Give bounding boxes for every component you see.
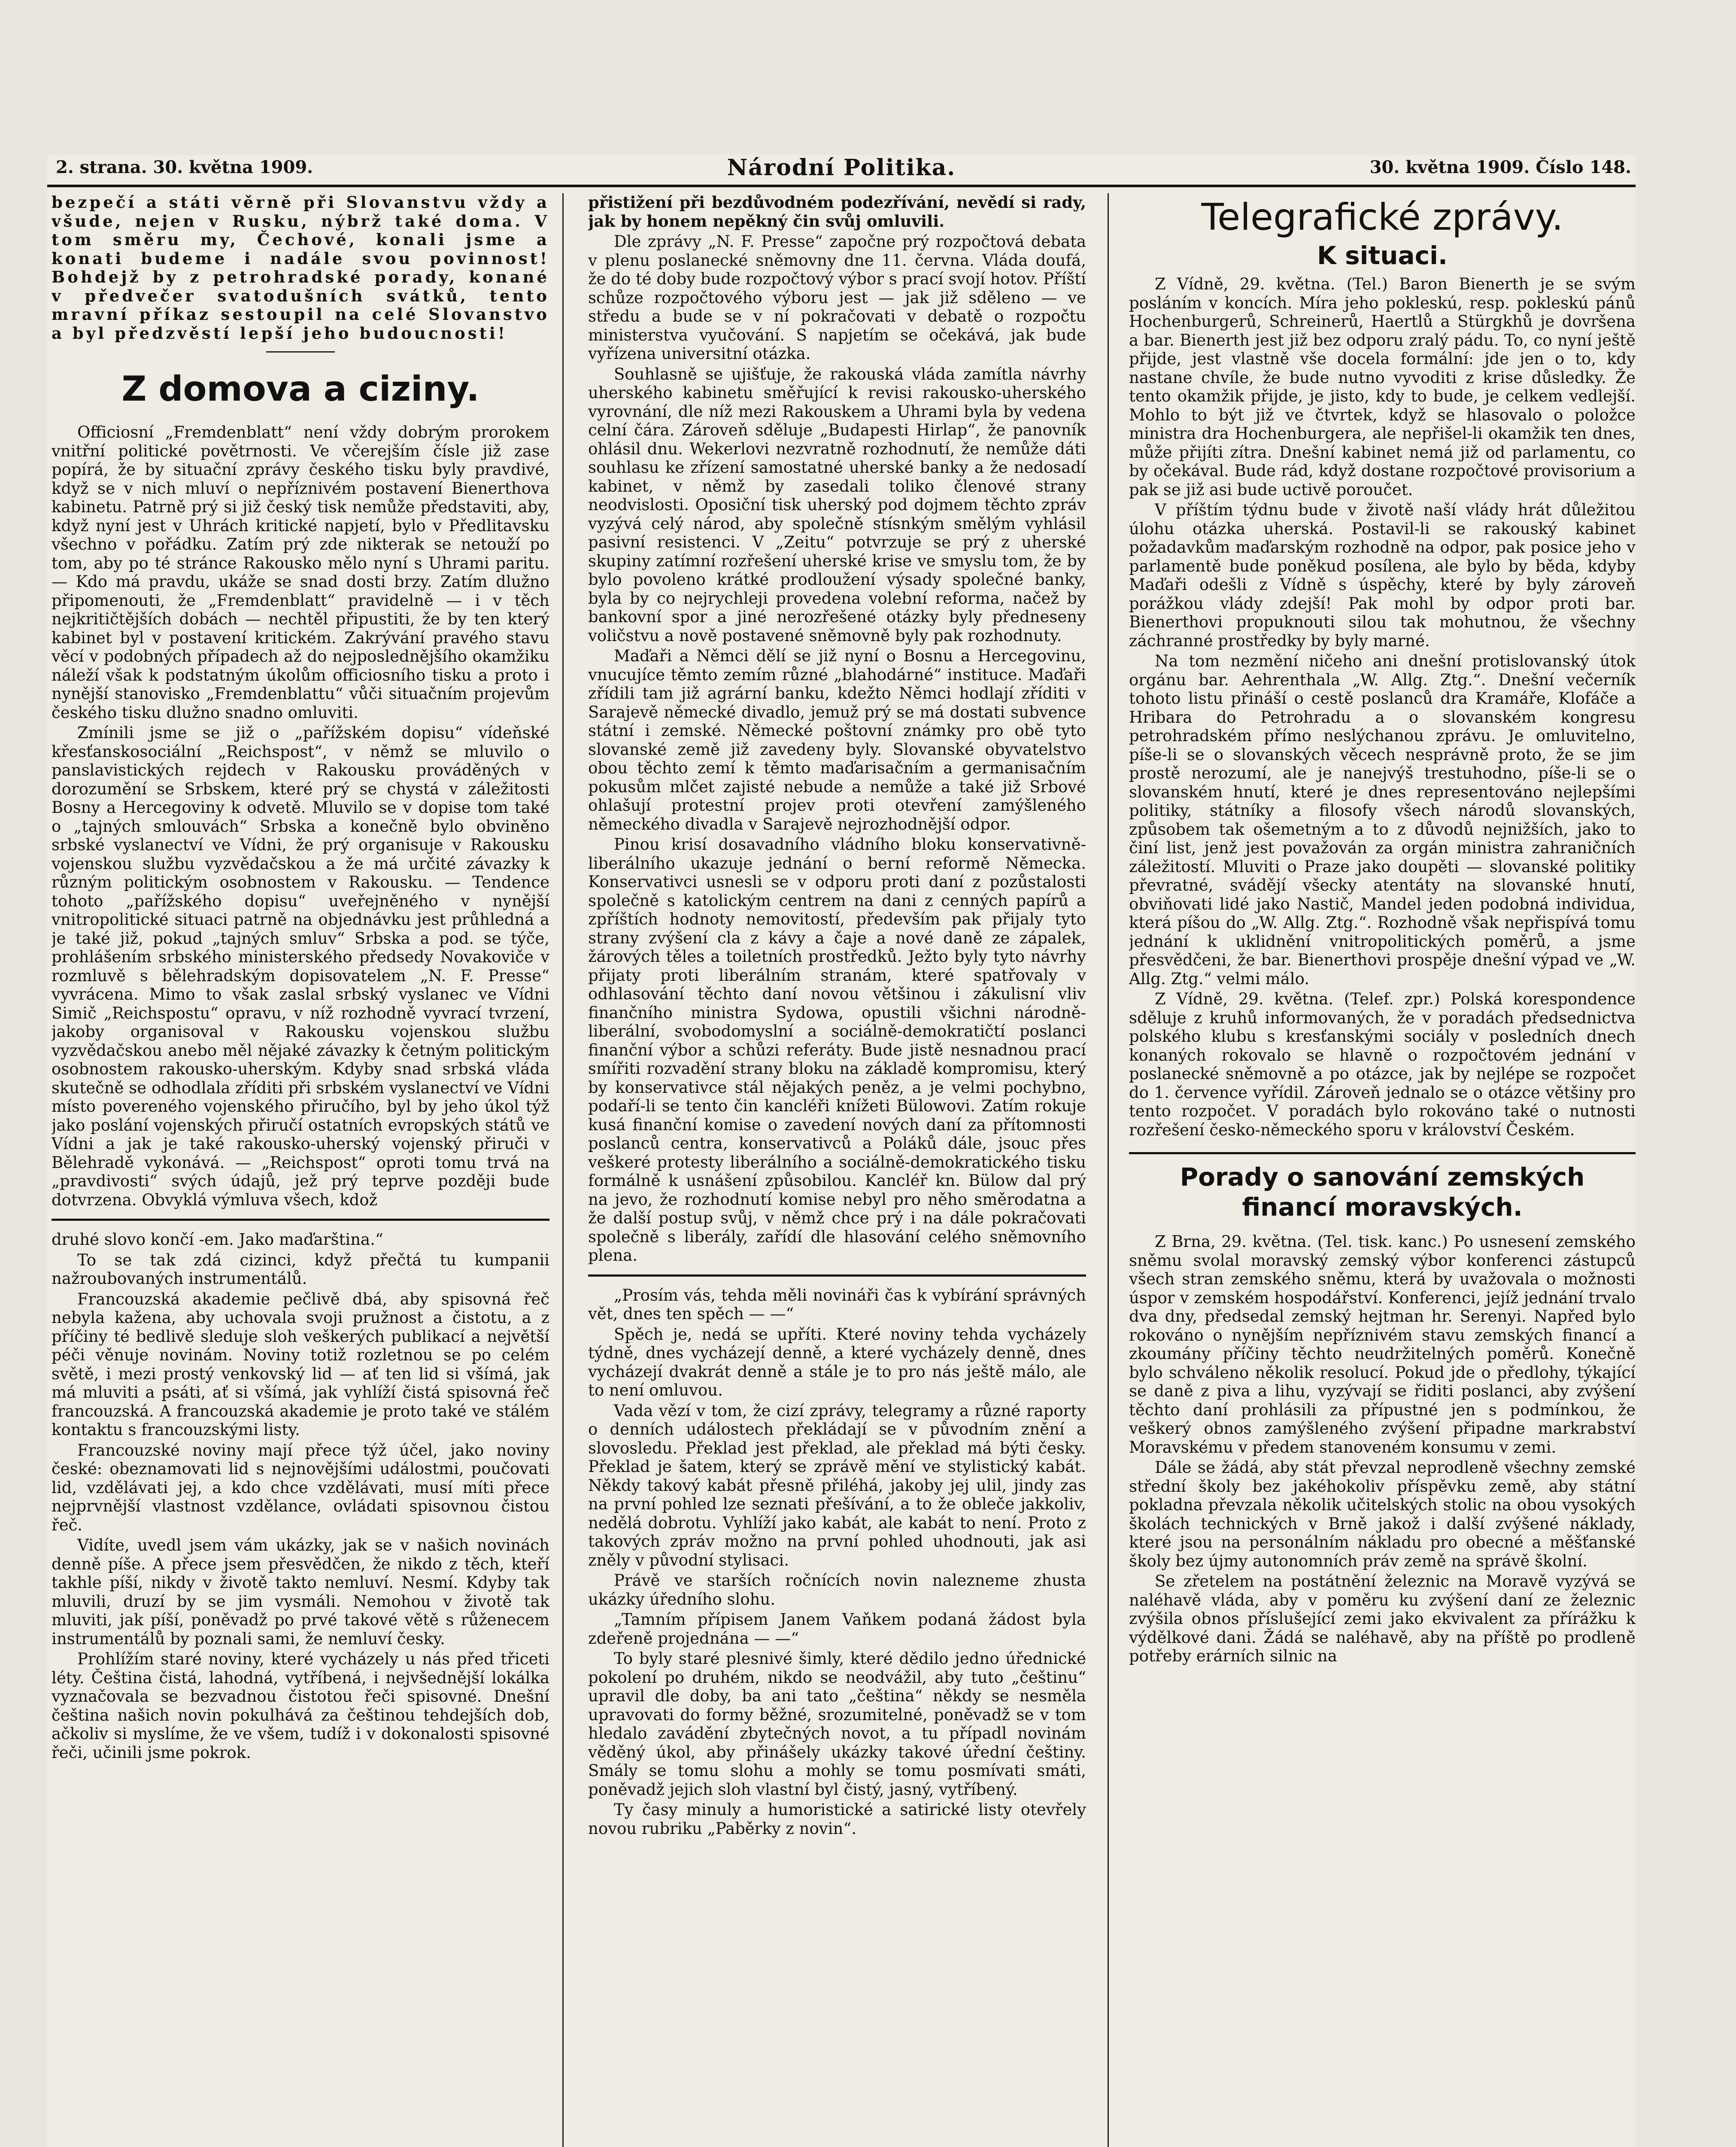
paragraph: Francouzské noviny mají přece týž účel, jako noviny české: obeznamovati lid s nejnovějšími událostmi, poučovati lid, vzdělávati jej, a kdo chce vzdělávati, musí míti přece nejprvnější vlastnost vzdělance, ovládati spisovnou čistou řeč. <box>52 1441 549 1534</box>
paragraph: Vada vězí v tom, že cizí zprávy, telegramy a různé raporty o denních událostech překládají se v původním znění a slovosledu. Překlad jest překlad, ale překlad má býti česky. Překlad je šatem, který se zprávě mění ve stylistický kabát. Někdy takový kabát přesně přiléhá, jakoby jej ulil, jindy zas na první pohled lze seznati přešívání, a to že obleče jakkoliv, nedělá dobrotu. Vyhlíží jako kabát, ale kabát to není. Proto z takových zpráv možno na první pohled uhodnouti, jak asi zněly v původní stylisaci. <box>588 1401 1086 1569</box>
separator <box>52 1219 549 1221</box>
masthead-title: Národní Politika. <box>727 155 956 181</box>
paragraph: Se zřetelem na postátnění železnic na Moravě vyzývá se naléhavě vláda, aby v poměru ku zvýšení daní ze železnic zvýšila obnos příslušející zemi jako ekvivalent za přírážku k výdělkové dani. Žádá se naléhavě, aby na příště po prodleně potřeby erárních silnic na <box>1129 1572 1636 1665</box>
paragraph: Z Brna, 29. května. (Tel. tisk. kanc.) Po usnesení zemského sněmu svolal moravský zemský výbor konferenci zástupců všech stran zemského sněmu, která by uvažovala o možnosti úspor v zemském hospodářství. Konferenci, jejíž jednání trvalo dva dny, předsedal zemský hejtman hr. Serenyi. Napřed bylo rokováno o nynějším nepříznivém stavu zemských financí a zkoumány příčiny těchto neudržitelných poměrů. Konečně bylo schváleno několik resolucí. Pokud jde o předlohy, týkající se daně z piva a lihu, vyzývají se řiditi poslanci, aby zvýšení těchto daní prohlásili za přípustné jen s podmínkou, že veškerý obnos zamýšleného zvýšení připadne markrabství Moravskému v předem stanoveném konsumu v zemi. <box>1129 1232 1636 1457</box>
paragraph: „Tamním přípisem Janem Vaňkem podaná žádost byla zdeřeně projednána — —“ <box>588 1610 1086 1648</box>
paragraph: Vidíte, uvedl jsem vám ukázky, jak se v našich novinách denně píše. A přece jsem přesvědčen, že nikdo z těch, kteří takhle píší, nikdy v životě takto nemluví. Nesmí. Kdyby tak mluvili, druzí by se jim vysmáli. Nemohou v životě tak mluviti, jak píší, poněvadž po prvé takové větě s růženecem instrumentálů by poznali sami, že nemluví česky. <box>52 1536 549 1648</box>
paragraph: Officiosní „Fremdenblatt“ není vždy dobrým prorokem vnitřní politické povětrnosti. Ve včerejším čísle již zase popírá, že by situační zprávy českého tisku byly pravdivé, když se v nich mluví o nepříznivém postavení Bienerthova kabinetu. Patrně prý si již český tisk nemůže představiti, aby, když nyní jest v Uhrách kritické napjetí, bylo v Předlitavsku všechno v pořádku. Zatím prý zde nikterak se netouží po tom, aby po té stránce Rakousko mělo nyní s Uhrami paritu. — Kdo má pravdu, ukáže se snad dosti brzy. Zatím dlužno připomenouti, že „Fremdenblatt“ pravidelně — i v těch nejkritičtějších dobách — nechtěl připustiti, že by ten který kabinet byl v postavení kritickém. Zakrývání pravého stavu věcí v podobných případech až do nejposlednějšího okamžiku náleží však k podstatným úkolům officiosního tisku a proto i nynější stanovisko „Fremdenblattu“ vůči situačním projevům českého tisku dlužno snadno omluviti. <box>52 423 549 722</box>
paragraph: Zmínili jsme se již o „pařížském dopisu“ vídeňské křesťanskosociální „Reichspost“, v němž se mluvilo o panslavistických rejdech v Rakousku prováděných v dorozumění se Srbskem, které prý se chystá v záležitosti Bosny a Hercegoviny k odvetě. Mluvilo se v dopise tom také o „tajných smlouvách“ Srbska a konečně bylo obviněno srbské vyslanectví ve Vídni, že prý organisuje v Rakousku vojenskou službu vyzvědačskou a že má určité závazky k různým politickým osobnostem v Rakousku. — Tendence tohoto „pařížského dopisu“ uveřejněného v nynější vnitropolitické situaci patrně na objednávku jest průhledná a je také již, pokud „tajných smluv“ Srbska a pod. se týče, prohlášením srbského ministerského předsedy Novakoviče v rozmluvě s bělehradským dopisovatelem „N. F. Presse“ vyvrácena. Mimo to však zaslal srbský vyslanec ve Vídni Simič „Reichspostu“ opravu, v níž rozhodně vyvrací tvrzení, jakoby organisoval v Rakousku vojenskou službu vyzvědačskou anebo měl nějaké závazky k četným politickým osobnostem rakousko-uherským. Kdyby snad srbská vláda skutečně se odhodlala zříditi při srbském vyslanectví ve Vídni místo povereného vojenského přiručího, byl by jeho úkol týž jako poslání vojenských přiručí ostatních evropských států ve Vídni a jak je také rakousko-uherský vojenský přiruči v Bělehradě vykonává. — „Reichspost“ oproti tomu trvá na „pravdivosti“ svých údajů, jež prý teprve později bude dotvrzena. Obvyklá výmluva všech, kdož <box>52 724 549 1209</box>
article-title: Porady o sanování zemských financí moravských. <box>1129 1152 1636 1222</box>
page-number-date: 2. strana. 30. května 1909. <box>56 157 313 177</box>
column-divider <box>1108 193 1109 2147</box>
telegrams-subtitle: K situaci. <box>1317 241 1448 270</box>
paragraph: To se tak zdá cizinci, když přečtá tu kumpanii nažroubovaných instrumentálů. <box>52 1250 549 1288</box>
column-1 <box>52 193 549 2147</box>
paragraph: Prohlížím staré noviny, které vycházely u nás před třiceti léty. Čeština čistá, lahodná, vytříbená, i nejvšednější lokálka vyznačovala se bezvadnou čistotou řeči spisovné. Dnešní čeština našich novin pokulhává za češtinou tehdejších dob, ačkoliv si myslíme, že ve všem, tudíž i v dokonalosti spisovné řeči, učinili jsme pokrok. <box>52 1650 549 1762</box>
paragraph: Z Vídně, 29. května. (Tel.) Baron Bienerth je se svým posláním v koncích. Míra jeho pokleskú, resp. pokleskú pánů Hochenburgerů, Schreinerů, Haertlů a Stürgkhů je dovršena a bar. Bienerth jest již bez odporu zralý pádu. To, co nyní ještě přijde, jest vlastně vše docela formální: jde jen o to, kdy nastane chvíle, že bude nutno vyvoditi z krise důsledky. Že tento okamžik přijde, je jisto, kdy to bude, je celkem vedlejší. Mohlo to být již ve čtvrtek, když se hlasovalo o položce ministra dra Hochenburgera, ale nepřišel-li okamžik ten dnes, může přijíti zítra. Dnešní kabinet nemá již od parlamentu, co by očekával. Bude rád, když dostane rozpočtové provisorium a pak se již asi bude uctivě poroučet. <box>1129 275 1636 499</box>
paragraph: přistižení při bezdůvodném podezřívání, nevědí si rady, jak by honem nepěkný čin svůj omluvili. <box>588 193 1086 231</box>
column-3 <box>1129 193 1636 2147</box>
paragraph: „Prosím vás, tehda měli novináři čas k vybírání správných vět, dnes ten spěch — —“ <box>588 1286 1086 1323</box>
paragraph: Francouzská akademie pečlivě dbá, aby spisovná řeč nebyla kažena, aby uchovala svoji pružnost a čistotu, a z příčiny té bedlivě sleduje sloh veškerých publikací a největší péči věnuje novinám. Noviny totiž rozletnou se po celém světě, i mezi prostý venkovský lid — ať ten lid si všímá, jak má mluviti a psáti, ať si všímá, jak vyhlíží čistá spisovná řeč francouzská. A francouzská akademie je proto také ve stálém kontaktu s francouzskými listy. <box>52 1289 549 1439</box>
paragraph: Právě ve starších ročnících novin nalezneme zhusta ukázky úředního slohu. <box>588 1571 1086 1609</box>
paragraph: Ty časy minuly a humoristické a satirické listy otevřely novou rubriku „Paběrky z novin“. <box>588 1800 1086 1838</box>
paragraph: Dále se žádá, aby stát převzal neprodleně všechny zemské střední školy bez jakéhokoliv příspěvku země, aby státní pokladna převzala několik učitelských stolic na obou vysokých školách technických v Brně jakož i další zvýšené náklady, které jsou na personálním nákladu pro obecné a měšťanské školy bez újmy autonomních práv země na správě školní. <box>1129 1458 1636 1570</box>
paragraph: Souhlasně se ujišťuje, že rakouská vláda zamítla návrhy uherského kabinetu směřující k revisi rakousko-uherského vyrovnání, dle níž mezi Rakouskem a Uhrami byla by vedena celní čára. Zároveň sděluje „Budapesti Hirlap“, že panovník ohlásil dnu. Wekerlovi nezvratně rozhodnutí, že nemůže dáti souhlasu ke zřízení samostatné uherské banky a že nedosadí kabinet, v němž by zasedali toliko členové strany neodvislosti. Oposiční tisk uherský pod dojmem těchto zpráv vyzývá celý národ, aby společně stísnkým smělým vyhlásil pasivní resistenci. V „Zeitu“ potvrzuje se prý z uherské skupiny zatímní rozřešení uherské krise ve smyslu tom, že by bylo povoleno krátké prodloužení výsady společné banky, byla by co nejrychleji provedena volební reforma, načež by bankovní spor a jiné nerozřešené otázky byly předneseny voličstvu a nově postavené sněmovně byly pak rozhodnuty. <box>588 365 1086 645</box>
separator <box>588 1274 1086 1277</box>
paragraph: Na tom nezmění ničeho ani dnešní protislovanský útok orgánu bar. Aehrenthala „W. Allg. Ztg.“. Dnešní večerník tohoto listu přináší o cestě poslanců dra Kramáře, Klofáče a Hribara do Petrohradu a o slovanském kongresu petrohradském přímo neslýchanou zprávu. Je omluvitelno, píše-li se o slovanských věcech nesprávně proto, že se jim prostě nerozumí, ale je nanejvýš trestuhodno, píše-li se o slovanském hnutí, které je dnes representováno nejlepšími politiky, státníky a filosofy všech národů slovanských, způsobem tak ošemetným a to z důvodů nejnižších, jako to činí list, jenž jest považován za orgán ministra zahraničních záležitostí. Mluviti o Praze jako doupěti — slovanské politiky převratné, svádějí všecky atentáty na slovanské hnutí, obviňovati lidé jako Nastič, Mandel jeden podobná individua, která píšou do „W. Allg. Ztg.“. Rozhodně však nepřispívá tomu jednání k uklidnění vnitropolitických poměrů, a jsme přesvědčeni, že bar. Bienerthovi prospěje dnešní výpad ve „W. Allg. Ztg.“ velmi málo. <box>1129 652 1636 988</box>
separator <box>266 351 335 353</box>
paragraph: V příštím týdnu bude v životě naší vlády hrát důležitou úlohu otázka uherská. Postavil-li se rakouský kabinet požadavkům maďarským rozhodně na odpor, pak posice jeho v parlamentě bude poněkud posílena, ale bylo by běda, kdyby Maďaři odešli z Vídně s úspěchy, které by byly zároveň porážkou vlády zdejší! Pak mohl by odpor proti bar. Bienerthovi propuknouti silou tak mohutnou, že všechny záchranné prostředky by byly marné. <box>1129 501 1636 650</box>
paragraph: To byly staré plesnivé šimly, které dědilo jedno úřednické pokolení po druhém, nikdo se neodvážil, aby tuto „češtinu“ upravil dle doby, ba ani tato „čeština“ někdy se nesměla upravovati do formy běžné, srozumitelné, poněvadž se v tom hledalo zavádění zbytečných novot, a tu případl novinám věděný úkol, aby přinášely ukázky takové úřední češtiny. Smály se tomu slohu a mohly se tomu posmívati smáti, poněvadž jejich sloh vlastní byl čistý, jasný, vytříbený. <box>588 1649 1086 1799</box>
column-divider <box>562 193 564 2147</box>
section-title: Z domova a ciziny. <box>121 369 480 409</box>
issue-date-number: 30. května 1909. Číslo 148. <box>1369 157 1631 177</box>
paragraph: Spěch je, nedá se upříti. Které noviny tehda vycházely týdně, dnes vycházejí denně, a které vycházely denně, dnes vycházejí dvakrát denně a stále je to pro nás ještě málo, ale to není omluvou. <box>588 1325 1086 1399</box>
paragraph: druhé slovo končí -em. Jako maďarština.“ <box>52 1230 383 1249</box>
telegrams-title: Telegrafické zprávy. <box>1201 196 1563 239</box>
paragraph: Z Vídně, 29. května. (Telef. zpr.) Polská korespondence sděluje z kruhů informovaných, že v poradách předsednictva polského klubu s kresťanskými sociály v posledních dnech konaných rokovalo se hlavně o rozpočtovém jednání v poslanecké sněmovně a po otázce, jak by nejlépe se rozpočet do 1. července vyřídil. Zároveň jednalo se o otázce většiny pro tento rozpočet. V poradách bylo rokováno také o nutnosti rozřešení česko-německého sporu v království Českém. <box>1129 990 1636 1139</box>
paragraph: Maďaři a Němci dělí se již nyní o Bosnu a Hercegovinu, vnucujíce těmto zemím různé „blahodárné“ instituce. Maďaři zřídili tam již agrární banku, kdežto Němci hodlají zříditi v Sarajevě německé divadlo, jemuž prý se má dostati subvence státní i zemské. Německé poštovní známky pro obě tyto slovanské země již zavedeny byly. Slovanské obyvatelstvo obou těchto zemí k těmto maďarisačním a germanisačním pokusům mlčet zajisté nebude a nemůže a také již Srbové ohlašují protestní projev proti otevření zamýšleného německého divadla v Sarajevě nejrozhodnější odpor. <box>588 647 1086 833</box>
newspaper-page <box>47 155 1636 2147</box>
article-ending: bezpečí a státi věrně při Slovanstvu vždy a všude, nejen v Rusku, nýbrž také doma. V tom směru my, Čechové, konali jsme a konati budeme i nadále svou povinnost! Bohdejž by z petrohradské porady, konané v předvečer svatodušních svátků, tento mravní příkaz sestoupil na celé Slovanstvo a byl předzvěstí lepší jeho budoucnosti! <box>52 193 549 343</box>
column-2 <box>588 193 1086 2147</box>
paragraph: Pinou krisí dosavadního vládního bloku konservativně-liberálního ukazuje jednání o berní reformě Německa. Konservativci usnesli se v odporu proti daní z pozůstalosti společně s katolickým centrem na dani z cenných papírů a zpříštích hodnoty nemovitostí, především pak přijaly tyto strany zvýšení cla z kávy a čaje a nové daně ze zápalek, žárových těles a toiletních prostředků. Ježto byly tyto návrhy přijaty proti liberálním stranám, které spatřovaly v odhlasování těchto daní novou většinou i zákulisní vliv finančního ministra Sydowa, opustili všichni národně-liberální, svobodomyslní a sociálně-demokratičtí poslanci finanční výbor a schůzi referáty. Bude jistě nesnadnou prací smířiti rozvadění strany bloku na základě kompromisu, který by konservativce stál nějakých peněz, a je velmi pochybno, podaří-li se tento čin kancléři knížeti Bülowovi. Zatím rokuje kusá finanční komise o zavedení nových daní za přítomnosti poslanců centra, konservativců a Poláků dále, jsouc přes veškeré protesty liberálního a sociálně-demokratického tisku formálně k usnášení způsobilou. Kancléř kn. Bülow dal prý na jevo, že rozhodnutí komise nebyl pro něho směrodatna a že další postup svůj, v němž chce prý i na dále pokračovati společně s liberály, zařídí dle hlasování celého sněmovního plena. <box>588 835 1086 1265</box>
paragraph: Dle zprávy „N. F. Presse“ započne prý rozpočtová debata v plenu poslanecké sněmovny dne 11. června. Vláda doufá, že do té doby bude rozpočtový výbor s prací svojí hotov. Příští schůze rozpočtového výboru jest — jak již sděleno — ve středu a bude se v ní pokračovati v debatě o rozpočtu ministerstva vyučování. S napjetím se očekává, jak bude vyřízena universitní otázka. <box>588 232 1086 363</box>
page-header <box>47 155 1636 187</box>
